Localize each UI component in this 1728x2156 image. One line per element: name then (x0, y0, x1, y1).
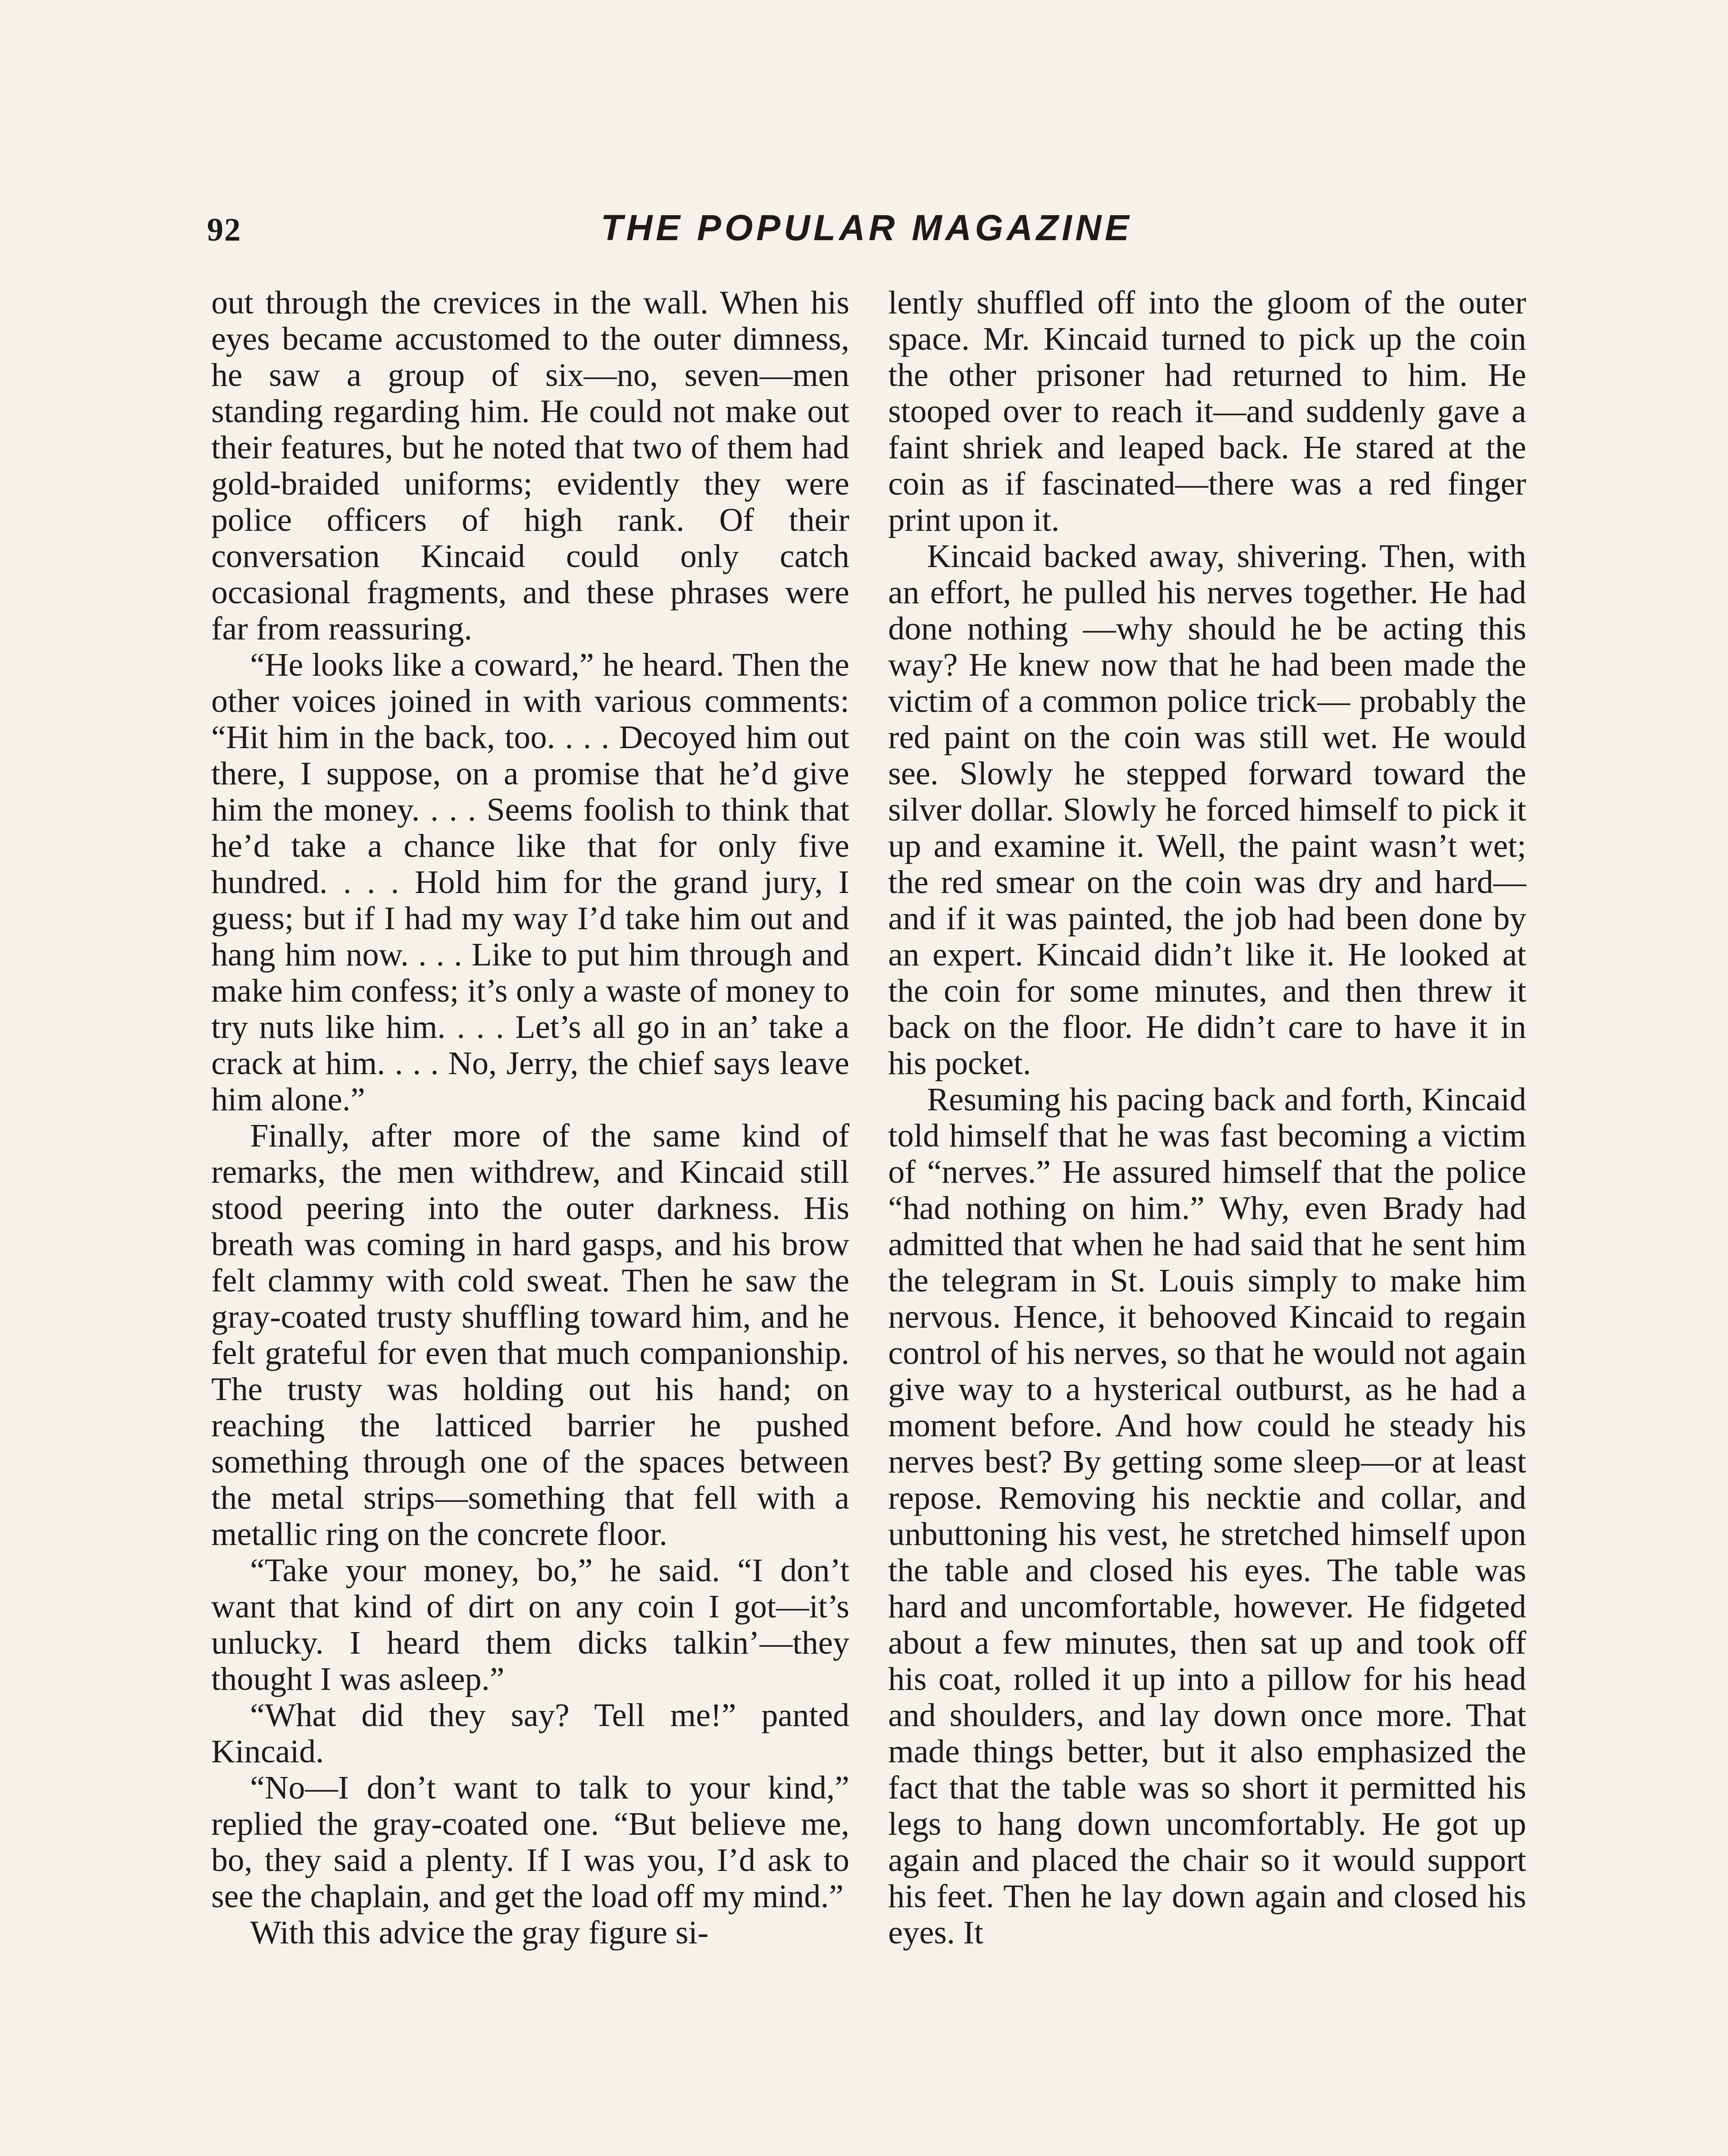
paragraph: Finally, after more of the same kind of remarks, the men withdrew, and Kincaid still stood peering into the outer darkness. His breath was coming in hard gasps, and his brow felt clammy with cold sweat. Then he saw the gray-coated trusty shuffling toward him, and he felt grateful for even that much companionship. The trusty was holding out his hand; on reaching the latticed barrier he pushed something through one of the spaces between the metal strips—something that fell with a metallic ring on the concrete floor. (211, 1117, 849, 1552)
page-number: 92 (207, 212, 241, 248)
page-header (207, 207, 1526, 259)
paragraph: “No—I don’t want to talk to your kind,” replied the gray-coated one. “But believe me, bo, they said a plenty. If I was you, I’d ask to see the chaplain, and get the load off my mind.” (211, 1769, 849, 1915)
paragraph: “What did they say? Tell me!” panted Kincaid. (211, 1697, 849, 1770)
left-column (211, 285, 849, 1951)
paragraph: “He looks like a coward,” he heard. Then the other voices joined in with various comments: “Hit him in the back, too. . . . Decoyed him out there, I suppose, on a promise that he’d give him the money. . . . Seems foolish to think that he’d take a chance like that for only five hundred. . . . Hold him for the grand jury, I guess; but if I had my way I’d take him out and hang him now. . . . Like to put him through and make him confess; it’s only a waste of money to try nuts like him. . . . Let’s all go in an’ take a crack at him. . . . No, Jerry, the chief says leave him alone.” (211, 646, 849, 1118)
paragraph: out through the crevices in the wall. When his eyes became accustomed to the outer dimness, he saw a group of six—no, seven—men standing regarding him. He could not make out their features, but he noted that two of them had gold-braided uniforms; evidently they were police officers of high rank. Of their conversation Kincaid could only catch occasional fragments, and these phrases were far from reassuring. (211, 284, 849, 647)
paragraph: “Take your money, bo,” he said. “I don’t want that kind of dirt on any coin I got—it’s unlucky. I heard them dicks talkin’—they thought I was asleep.” (211, 1552, 849, 1697)
right-column (888, 285, 1526, 1951)
paragraph: Kincaid backed away, shivering. Then, with an effort, he pulled his nerves together. He had done nothing —why should he be acting this way? He knew now that he had been made the victim of a common police trick— probably the red paint on the coin was still wet. He would see. Slowly he stepped forward toward the silver dollar. Slowly he forced himself to pick it up and examine it. Well, the paint wasn’t wet; the red smear on the coin was dry and hard—and if it was painted, the job had been done by an expert. Kincaid didn’t like it. He looked at the coin for some minutes, and then threw it back on the floor. He didn’t care to have it in his pocket. (888, 538, 1526, 1081)
paragraph: Resuming his pacing back and forth, Kincaid told himself that he was fast becoming a victim of “nerves.” He assured himself that the police “had nothing on him.” Why, even Brady had admitted that when he had said that he sent him the telegram in St. Louis simply to make him nervous. Hence, it behooved Kincaid to regain control of his nerves, so that he would not again give way to a hysterical outburst, as he had a moment before. And how could he steady his nerves best? By getting some sleep—or at least repose. Removing his necktie and collar, and unbuttoning his vest, he stretched himself upon the table and closed his eyes. The table was hard and uncomfortable, however. He fidgeted about a few minutes, then sat up and took off his coat, rolled it up into a pillow for his head and shoulders, and lay down once more. That made things better, but it also emphasized the fact that the table was so short it permitted his legs to hang down uncomfortably. He got up again and placed the chair so it would support his feet. Then he lay down again and closed his eyes. It (888, 1081, 1526, 1951)
paragraph: With this advice the gray figure si- (250, 1914, 709, 1951)
paragraph: lently shuffled off into the gloom of the outer space. Mr. Kincaid turned to pick up the coin the other prisoner had returned to him. He stooped over to reach it—and suddenly gave a faint shriek and leaped back. He stared at the coin as if fascinated—there was a red finger print upon it. (888, 284, 1526, 538)
running-head: THE POPULAR MAGAZINE (601, 207, 1133, 248)
